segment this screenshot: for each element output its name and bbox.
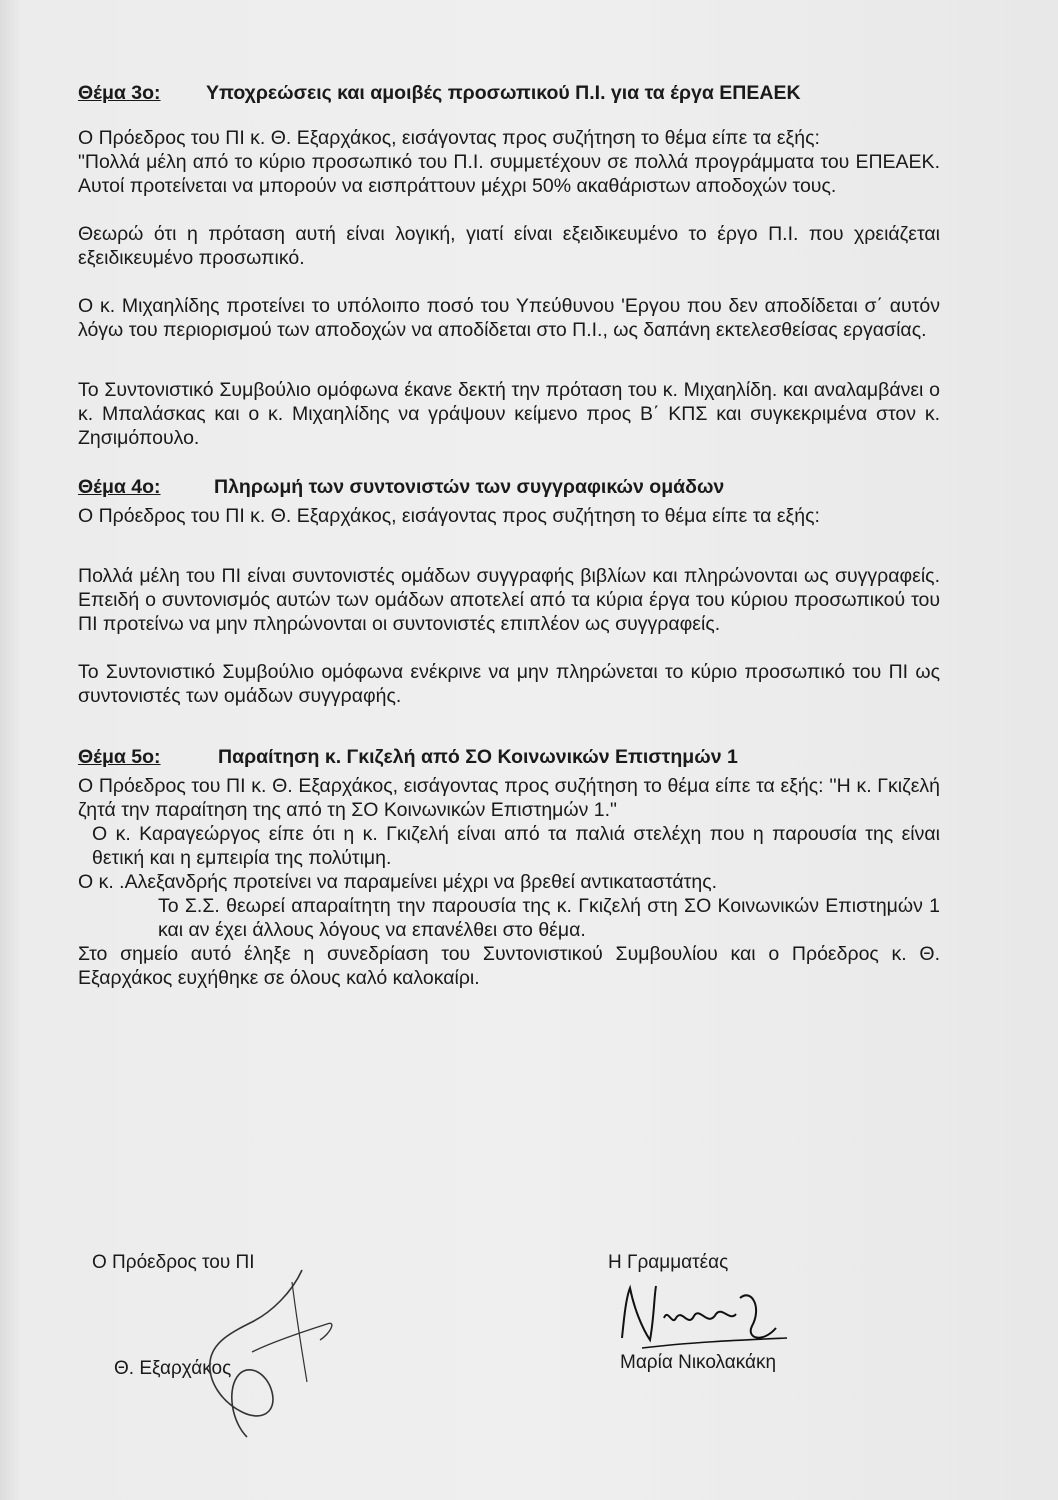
topic4-intro: Ο Πρόεδρος του ΠΙ κ. Θ. Εξαρχάκος, εισάγοντας προς συζήτηση το θέμα είπε τα εξής: <box>78 505 820 527</box>
topic5-heading <box>78 744 940 770</box>
secretary-name: Μαρία Νικολακάκη <box>620 1352 777 1373</box>
topic3-intro: Ο Πρόεδρος του ΠΙ κ. Θ. Εξαρχάκος, εισάγοντας προς συζήτηση το θέμα είπε τα εξής: <box>78 127 820 149</box>
topic5-council: Το Σ.Σ. θεωρεί απαραίτητη την παρουσία της κ. Γκιζελή στη ΣΟ Κοινωνικών Επιστημών 1 και αν έχει άλλους λόγους να επανέλθει στο θέμα. <box>158 895 940 941</box>
chair-signature-icon <box>152 1262 372 1442</box>
topic5-label: Θέμα 5ο: <box>78 746 161 768</box>
topic4-decision: Το Συντονιστικό Συμβούλιο ομόφωνα ενέκρινε να μην πληρώνεται το κύριο προσωπικό του ΠΙ ως συντονιστές των ομάδων συγγραφής. <box>78 661 940 707</box>
topic3-label: Θέμα 3ο: <box>78 82 161 104</box>
signature-block <box>92 1252 852 1392</box>
topic4-heading <box>78 474 940 500</box>
topic3-title: Υποχρεώσεις και αμοιβές προσωπικού Π.Ι. για τα έργα ΕΠΕΑΕΚ <box>206 82 801 104</box>
secretary-role: Η Γραμματέας <box>608 1252 729 1273</box>
chair-name: Θ. Εξαρχάκος <box>114 1358 232 1379</box>
topic3-proposal: Ο κ. Μιχαηλίδης προτείνει το υπόλοιπο ποσό του Υπεύθυνου 'Εργου που δεν αποδίδεται σ΄ αυτόν λόγω του περιορισμού των αποδοχών να αποδίδεται στο Π.Ι., ως δαπάνη εκτελεσθείσας εργασίας. <box>78 295 940 341</box>
topic4-statement: Πολλά μέλη του ΠΙ είναι συντονιστές ομάδων συγγραφής βιβλίων και πληρώνονται ως συγγραφείς. Επειδή ο συντονισμός αυτών των ομάδων αποτελεί από τα κύρια έργα του κύριου προσωπικού του ΠΙ προτείνω να μην πληρώνονται οι συντονιστές επιπλέον ως συγγραφείς. <box>78 565 940 635</box>
topic3-heading <box>78 80 940 106</box>
topic4-label: Θέμα 4ο: <box>78 476 161 498</box>
topic5-alexandris: Ο κ. .Αλεξανδρής προτείνει να παραμείνει μέχρι να βρεθεί αντικαταστάτης. <box>78 871 718 893</box>
topic4-title: Πληρωμή των συντονιστών των συγγραφικών ομάδων <box>214 476 725 498</box>
topic5-title: Παραίτηση κ. Γκιζελή από ΣΟ Κοινωνικών Επιστημών 1 <box>218 746 738 768</box>
topic5-karageorgos: Ο κ. Καραγεώργος είπε ότι η κ. Γκιζελή είναι από τα παλιά στελέχη που η παρουσία της είναι θετική και η εμπειρία της πολύτιμη. <box>92 823 940 869</box>
chair-role: Ο Πρόεδρος του ΠΙ <box>92 1252 255 1273</box>
topic5-closing: Στο σημείο αυτό έληξε η συνεδρίαση του Συντονιστικού Συμβουλίου και ο Πρόεδρος κ. Θ. Εξαρχάκος ευχήθηκε σε όλους καλό καλοκαίρι. <box>78 943 940 989</box>
topic5-intro: Ο Πρόεδρος του ΠΙ κ. Θ. Εξαρχάκος, εισάγοντας προς συζήτηση το θέμα είπε τα εξής: ''Η κ. Γκιζελή ζητά την παραίτηση της από τη ΣΟ Κοινωνικών Επιστημών 1." <box>78 775 940 821</box>
topic3-opinion: Θεωρώ ότι η πρόταση αυτή είναι λογική, γιατί είναι εξειδικευμένο το έργο Π.Ι. που χρειάζεται εξειδικευμένο προσωπικό. <box>78 223 940 269</box>
secretary-signature-icon <box>612 1278 792 1358</box>
topic3-quote: "Πολλά μέλη από το κύριο προσωπικό του Π.Ι. συμμετέχουν σε πολλά προγράμματα του ΕΠΕΑΕΚ. Αυτοί προτείνεται να μπορούν να εισπράττουν μέχρι 50% ακαθάριστων αποδοχών τους. <box>78 151 940 197</box>
minutes-body <box>78 80 940 990</box>
topic3-decision: Το Συντονιστικό Συμβούλιο ομόφωνα έκανε δεκτή την πρόταση του κ. Μιχαηλίδη. και αναλαμβάνει ο κ. Μπαλάσκας και ο κ. Μιχαηλίδης να γράψουν κείμενο προς Β΄ ΚΠΣ και συγκεκριμένα στον κ. Ζησιμόπουλο. <box>78 379 940 449</box>
